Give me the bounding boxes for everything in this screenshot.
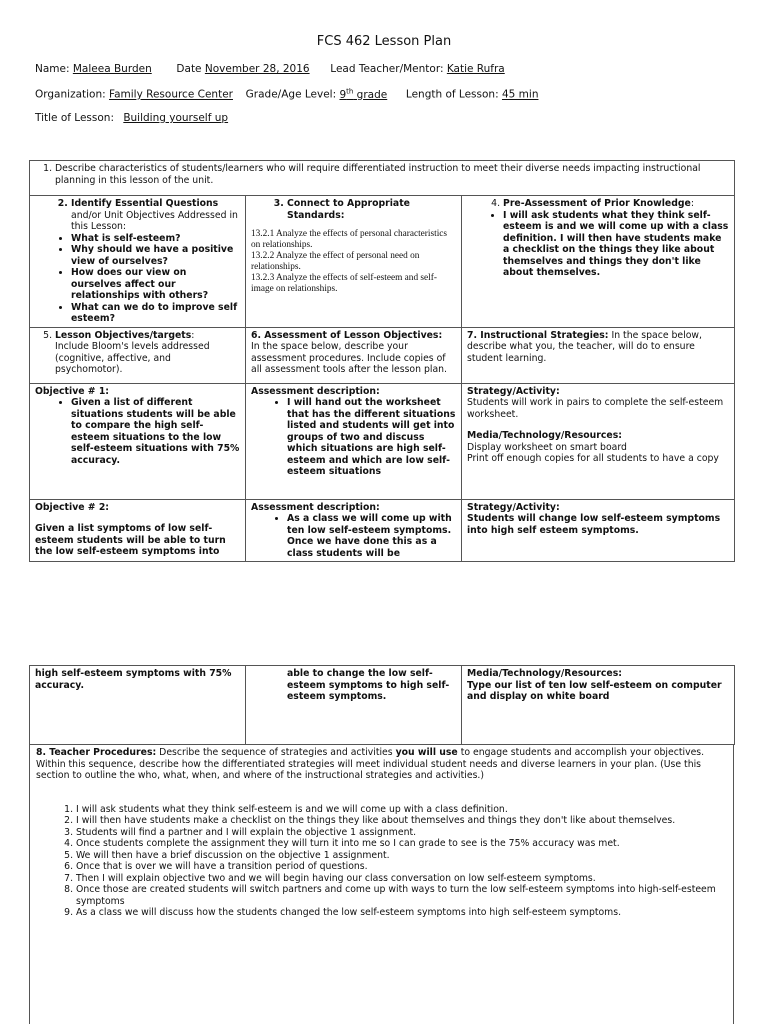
lesson-plan-table-2 [29,665,735,745]
date-value: November 28, 2016 [204,63,310,75]
organization-label: Organization: [35,88,106,101]
strategy-2-text: Students will change low self-esteem symptoms into high self esteem symptoms. [467,513,721,536]
objective-2-label: Objective # 2: [35,501,110,513]
procedure-step: 2. I will then have students make a checklist on the things they like about themselves and things they don't like about themselves. [76,815,727,827]
grade-label: Grade/Age Level: [245,88,337,101]
section-6-desc: In the space below, describe your assessment procedures. Include copies of all assessment tools after the lesson plan. [251,341,447,375]
standard-item: 13.2.1 Analyze the effects of personal characteristics on relationships. [251,229,448,250]
assessment-2-text-continued: able to change the low self-esteem symptoms to high self-esteem symptoms. [287,668,450,702]
objective-2-text-continued: high self-esteem symptoms with 75% accuracy. [35,668,232,691]
lesson-plan-table-1 [29,160,735,562]
objective-1-label: Objective # 1: [35,385,110,397]
media-1-label: Media/Technology/Resources: [467,430,622,441]
assessment-2-text: • As a class we will come up with ten low self-esteem symptoms. Once we have done this as a class students will be [287,513,456,559]
standard-item: 13.2.3 Analyze the effects of self-esteem and self-image on relationships. [251,273,437,294]
section-2-title: 2. Identify Essential Questions [71,198,240,210]
essential-question: • What can we do to improve self esteem? [71,302,240,325]
strategy-1-label: Strategy/Activity: [467,385,560,397]
media-1-item: Display worksheet on smart board [467,441,627,453]
objective-1-row [30,383,735,499]
header-row-2 [35,87,538,101]
lead-teacher-label: Lead Teacher/Mentor: [330,63,444,75]
lesson-title-value: Building yourself up [123,112,229,124]
assessment-2-cell [246,499,462,562]
assessment-2-continued-cell [246,666,462,745]
objective-2-continued-row [30,666,735,745]
section-4-cell [462,196,735,328]
strategy-1-text: Students will work in pairs to complete the self-esteem worksheet. [467,397,724,420]
header-row-3 [35,112,228,124]
lesson-title-label: Title of Lesson: [35,112,114,124]
section-7-desc: In the space below, describe what you, the teacher, will do to ensure student learning. [467,329,702,364]
teacher-procedures-section [29,744,734,1024]
section-3-cell [246,196,462,328]
media-2-cell [462,666,735,745]
procedure-step: 3. Students will find a partner and I will explain the objective 1 assignment. [76,827,727,839]
essential-question: • How does our view on ourselves affect our relationships with others? [71,267,240,302]
essential-questions-list [35,233,240,325]
section-2-cell [30,196,246,328]
standard-item: 13.2.2 Analyze the effect of personal need on relationships. [251,251,420,272]
section-7-cell [462,327,735,383]
media-2-text: Type our list of ten low self-esteem on computer and display on white board [467,679,722,702]
objective-2-cell [30,499,246,562]
teacher-procedures-intro: 8. Teacher Procedures: Describe the sequence of strategies and activities you will use to engage students and accomplish your objectives. Within this sequence, describe how the differentiated strategies will meet individual student needs and diverse learners in your plan. (Use this section to outline the who, what, when, and where of the instructional strategies and activities.) [36,747,705,781]
section-1-text: 1. Describe characteristics of students/learners who will require differentiated instruction to meet their diverse needs impacting instructional planning in this lesson of the unit. [55,163,729,186]
header-row-1 [35,63,505,75]
strategy-2-label: Strategy/Activity: [467,501,560,513]
section-1-cell [30,161,735,196]
name-value: Maleea Burden [72,63,152,75]
procedure-step: 4. Once students complete the assignment they will turn it into me so I can grade to see is the 75% accuracy was met. [76,838,727,850]
section-5-title: 5. Lesson Objectives/targets: [55,330,240,342]
length-label: Length of Lesson: [405,88,499,101]
objective-2-continued-cell [30,666,246,745]
procedure-step: 8. Once those are created students will switch partners and come up with ways to turn the low self-esteem symptoms into high-self-esteem symptoms [76,884,727,907]
page-title: FCS 462 Lesson Plan [316,34,452,49]
objective-1-text: • Given a list of different situations students will be able to compare the high self-esteem situations to the low self-esteem situations with 75% accuracy. [71,397,240,466]
section-4-item: • I will ask students what they think self-esteem is and we will come up with a class definition. I will then have students make a checklist on the things they like about themselves and things they don't like about themselves. [503,210,729,279]
section-6-title: 6. Assessment of Lesson Objectives: [251,329,443,341]
section-5-cell [30,327,246,383]
section-4-title: 4. Pre-Assessment of Prior Knowledge: [503,198,729,210]
procedure-steps-list [36,804,727,919]
name-label: Name: [35,63,70,75]
essential-question: • What is self-esteem? [71,233,240,245]
objective-2-row [30,499,735,562]
assessment-2-label: Assessment description: [251,501,380,513]
strategy-2-cell [462,499,735,562]
section-2-sub: and/or Unit Objectives Addressed in this Lesson: [71,209,238,232]
media-2-label: Media/Technology/Resources: [467,668,622,679]
section-1-row [30,161,735,196]
sections-5-7-row [30,327,735,383]
length-value: 45 min [501,88,539,101]
procedure-step: 9. As a class we will discuss how the students changed the low self-esteem symptoms into high self-esteem symptoms. [76,907,727,919]
organization-value: Family Resource Center [109,88,233,101]
procedure-step: 6. Once that is over we will have a transition period of questions. [76,861,727,873]
section-7-title: 7. Instructional Strategies: [467,329,609,341]
objective-2-text: Given a list symptoms of low self-esteem students will be able to turn the low self-esteem symptoms into [35,523,226,557]
strategy-1-cell [462,383,735,499]
section-6-cell [246,327,462,383]
procedure-step: 1. I will ask students what they think self-esteem is and we will come up with a class definition. [76,804,727,816]
media-1-item: Print off enough copies for all students to have a copy [467,453,719,464]
assessment-1-cell [246,383,462,499]
assessment-1-text: • I will hand out the worksheet that has the different situations listed and students will get into groups of two and discuss which situations are high self-esteem and which are low self-esteem situations [287,397,456,478]
sections-2-4-row [30,196,735,328]
objective-1-cell [30,383,246,499]
procedure-step: 5. We will then have a brief discussion on the objective 1 assignment. [76,850,727,862]
grade-value: 9th grade [339,87,388,101]
lead-teacher-value: Katie Rufra [446,63,505,75]
procedure-step: 7. Then I will explain objective two and we will begin having our class conversation on low self-esteem symptoms. [76,873,727,885]
section-3-title: 3. Connect to Appropriate Standards: [287,198,456,221]
date-label: Date [176,63,202,75]
essential-question: • Why should we have a positive view of ourselves? [71,244,240,267]
section-5-desc: Include Bloom's levels addressed (cognitive, affective, and psychomotor). [55,341,210,375]
assessment-1-label: Assessment description: [251,385,380,397]
